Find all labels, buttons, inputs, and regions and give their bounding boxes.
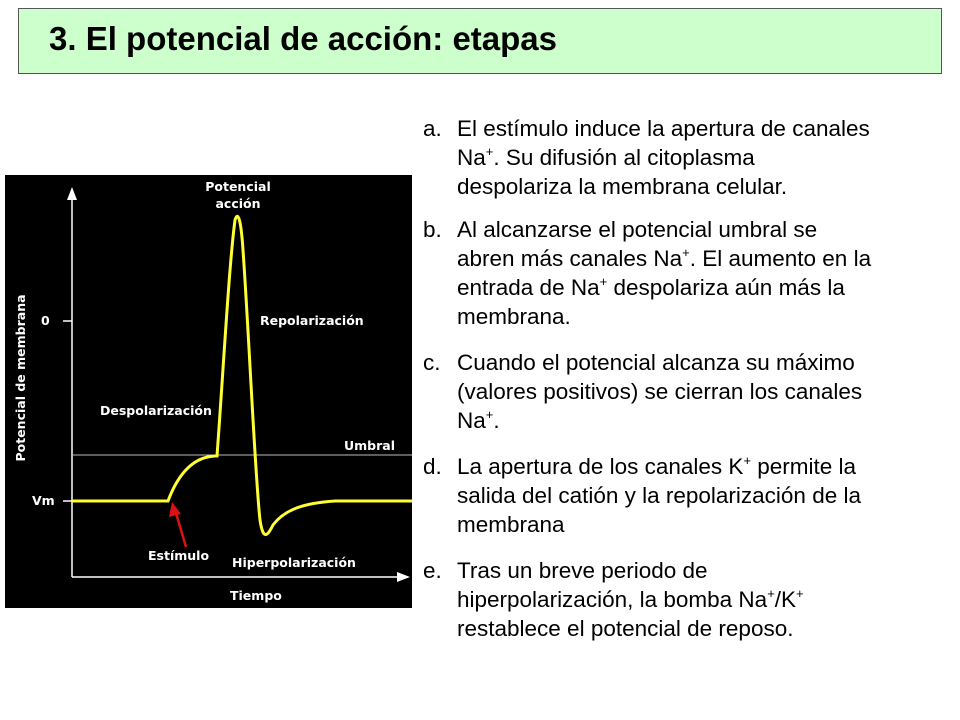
label-repolarizacion: Repolarización [260,313,364,328]
diagram-background [5,175,412,608]
step-a: a. El estímulo induce la apertura de canales Na+. Su difusión al citoplasma despolariza la membrana celular. [423,116,870,199]
label-accion: acción [215,196,261,211]
step-b: b. Al alcanzarse el potencial umbral se abren más canales Na+. El aumento en la entrada de Na+ despolariza aún más la membrana. [423,217,872,329]
step-marker: b. [423,217,442,242]
action-potential-diagram [5,175,412,608]
label-tiempo: Tiempo [230,588,282,603]
step-e: e. Tras un breve periodo de hiperpolarización, la bomba Na+/K+ restablece el potencial de reposo. [423,558,804,641]
step-marker: c. [423,350,441,375]
step-marker: d. [423,454,442,479]
label-estimulo: Estímulo [148,548,210,563]
label-despolarizacion: Despolarización [100,403,212,418]
label-zero: 0 [41,313,50,328]
label-potencial: Potencial [205,179,271,194]
label-yaxis: Potencial de membrana [13,294,28,462]
title-bar [18,8,942,74]
page-title: 3. El potencial de acción: etapas [49,20,558,57]
step-marker: a. [423,116,442,141]
step-d: d. La apertura de los canales K+ permite la salida del catión y la repolarización de la membrana [423,453,861,537]
step-marker: e. [423,558,442,583]
step-c: c. Cuando el potencial alcanza su máximo (valores positivos) se cierran los canales Na+. [423,350,863,433]
label-vm: Vm [32,493,55,508]
label-hiperpolarizacion: Hiperpolarización [232,555,356,570]
steps-list [423,114,953,657]
label-umbral: Umbral [344,438,396,453]
